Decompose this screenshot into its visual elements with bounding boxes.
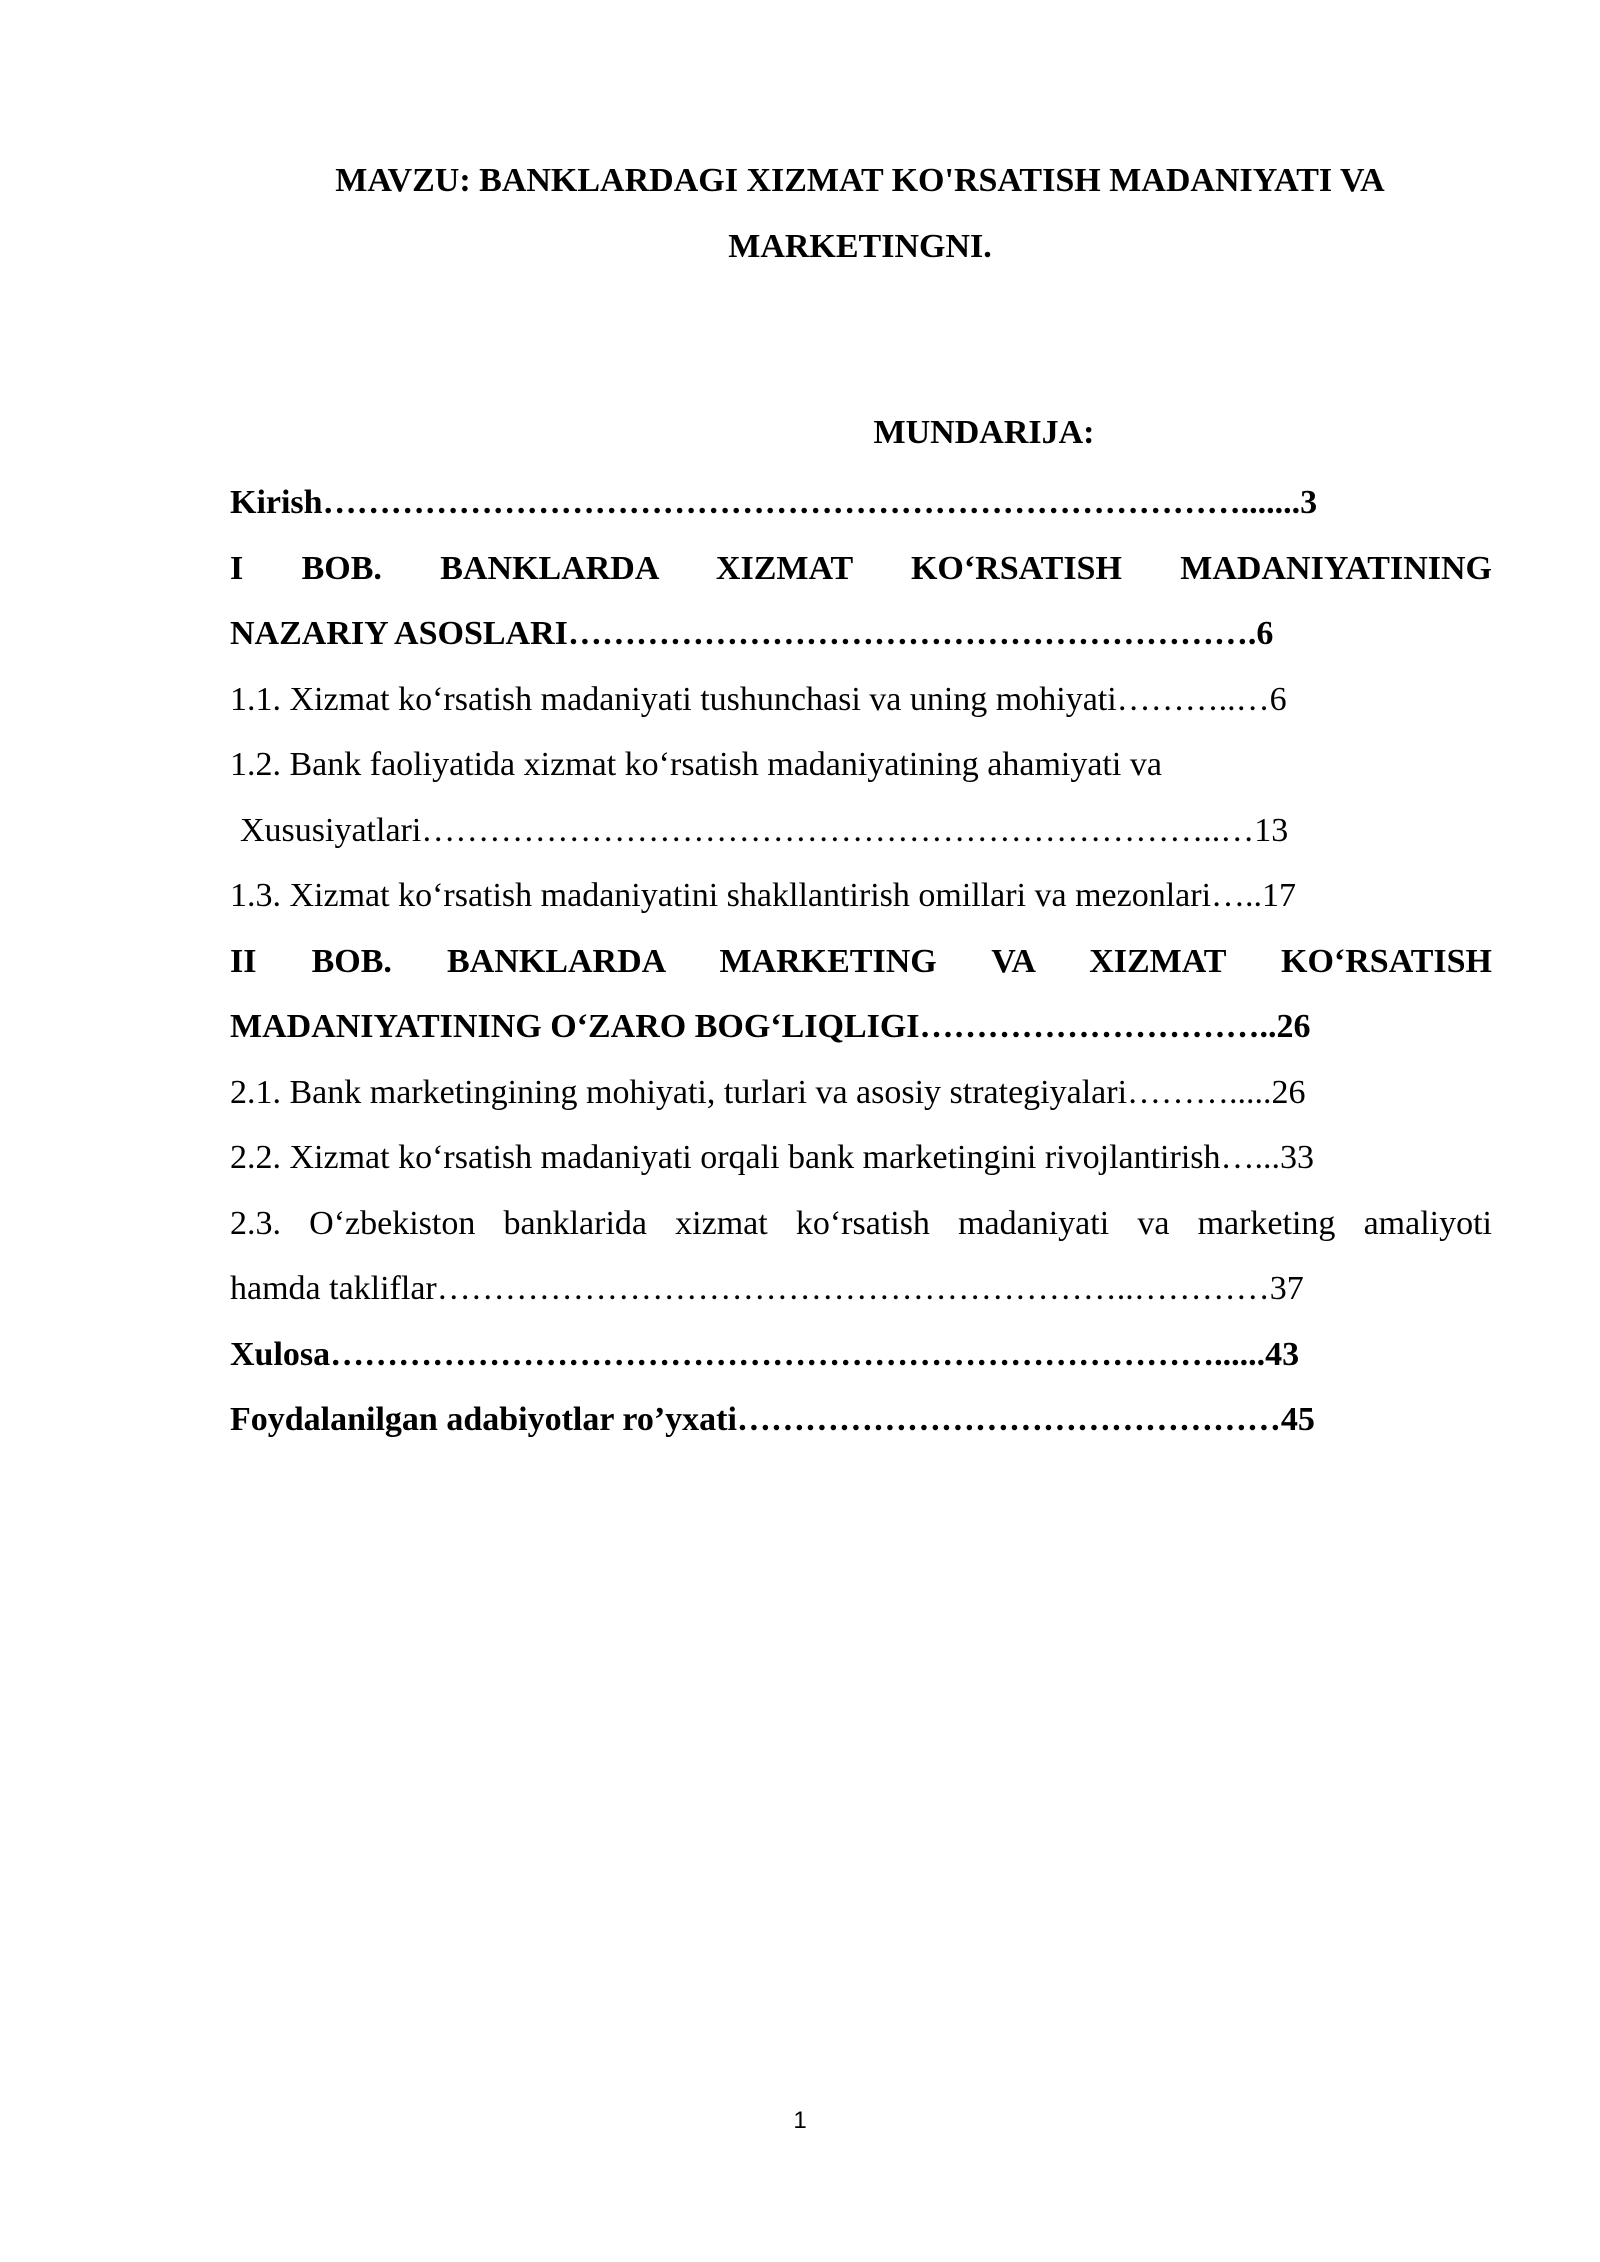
toc-entry-chapter-1-line-2: NAZARIY ASOSLARI…………………………………………………….6 — [230, 615, 1274, 652]
toc-entry-section-1-1: 1.1. Xizmat ko‘rsatish madaniyati tushunchasi va uning mohiyati………..…6 — [230, 680, 1287, 718]
toc-entry-conclusion: Xulosa……………………………………………………………………......43 — [230, 1335, 1300, 1373]
title-line-2: MARKETINGNI. — [728, 228, 992, 265]
toc-entry-section-1-2-line-1: 1.2. Bank faoliyatida xizmat ko‘rsatish madaniyatining ahamiyati va — [230, 746, 1162, 783]
toc-entry-introduction: Kirish……………………………………………………………………….......3 — [230, 484, 1318, 521]
toc-entry-section-2-1: 2.1. Bank marketingining mohiyati, turlari va asosiy strategiyalari……….....26 — [230, 1073, 1306, 1111]
toc-entry-chapter-1-line-1: I BOB. BANKLARDA XIZMAT KO‘RSATISH MADANIYATINING — [230, 549, 1492, 587]
toc-entry-section-1-2-line-2: Xususiyatlari……………………………………………………………..…13 — [240, 811, 1289, 849]
table-of-contents — [230, 470, 1492, 1453]
toc-entry-chapter-2-line-2: MADANIYATINING O‘ZARO BOG‘LIQLIGI…………………………..26 — [230, 1008, 1311, 1045]
toc-entry-section-2-3-line-2: hamda takliflar……………………………………………………..…………37 — [230, 1270, 1304, 1307]
toc-entry-section-2-3-line-1: 2.3. O‘zbekiston banklarida xizmat ko‘rsatish madaniyati va marketing amaliyoti — [230, 1204, 1492, 1242]
toc-entry-bibliography: Foydalanilgan adabiyotlar ro’yxati…………………………………………45 — [230, 1401, 1315, 1438]
document-title — [230, 148, 1490, 280]
toc-heading: MUNDARIJA: — [873, 414, 1095, 451]
title-line-1: MAVZU: BANKLARDAGI XIZMAT KO'RSATISH MADANIYATI VA — [335, 162, 1385, 199]
toc-entry-chapter-2-line-1: II BOB. BANKLARDA MARKETING VA XIZMAT KO‘RSATISH — [230, 942, 1492, 980]
toc-entry-section-2-2: 2.2. Xizmat ko‘rsatish madaniyati orqali bank marketingini rivojlantirish…...33 — [230, 1139, 1314, 1176]
page-number: 1 — [793, 2107, 807, 2134]
toc-entry-section-1-3: 1.3. Xizmat ko‘rsatish madaniyatini shakllantirish omillari va mezonlari…..17 — [230, 877, 1297, 914]
